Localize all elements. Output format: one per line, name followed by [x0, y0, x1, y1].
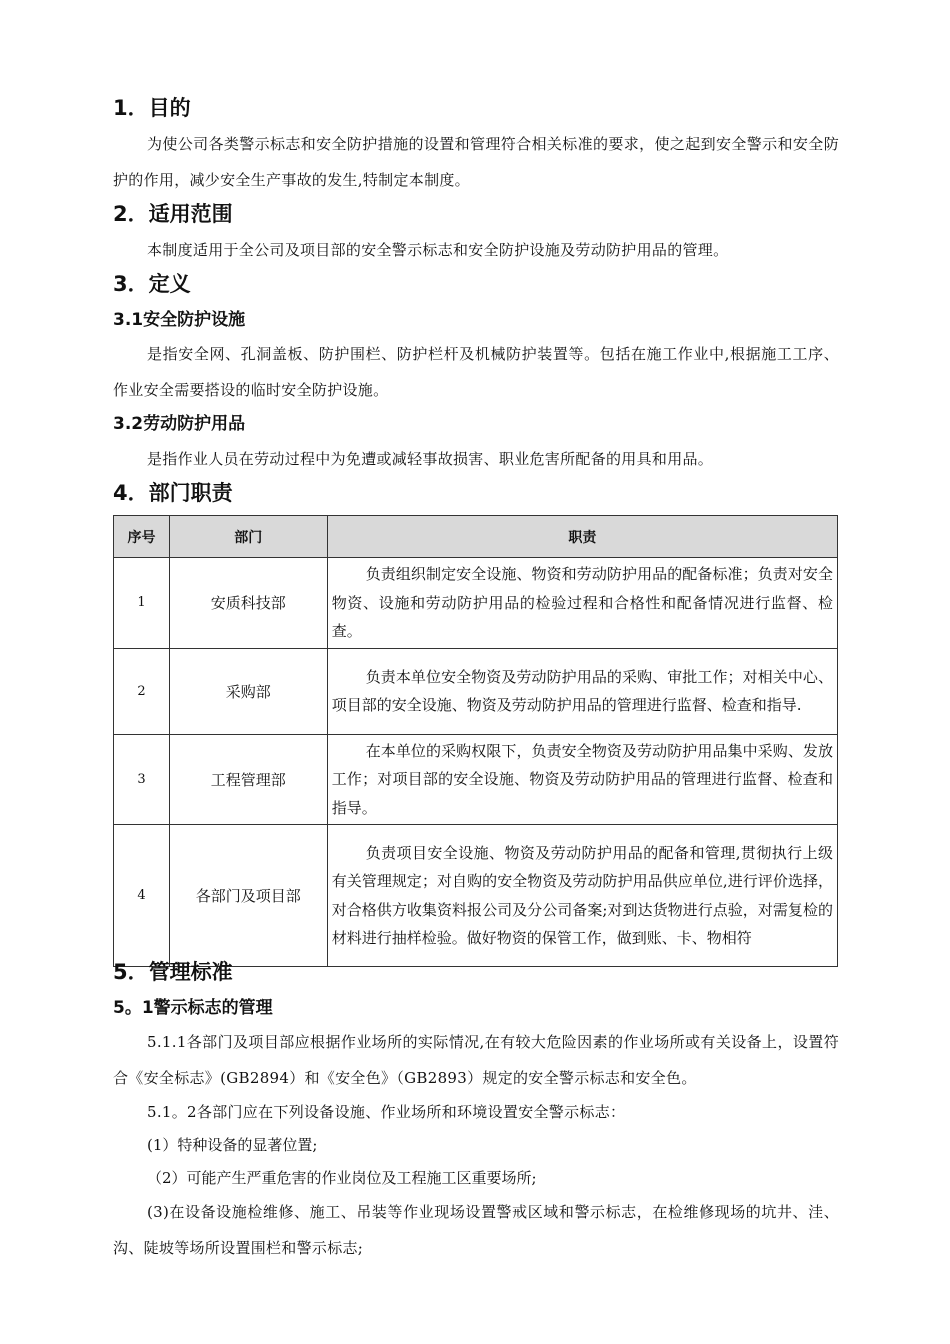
section-1-paragraph: 为使公司各类警示标志和安全防护措施的设置和管理符合相关标准的要求，使之起到安全警示和安全防护的作用，减少安全生产事故的发生,特制定本制度。 [113, 135, 839, 189]
section-2-heading: 2．适用范围 [113, 202, 233, 226]
section-3-1-heading: 3.1安全防护设施 [113, 310, 246, 330]
list-item-3: (3)在设备设施检维修、施工、吊装等作业现场设置警戒区域和警示标志，在检维修现场的坑井、洼、沟、陡坡等场所设置围栏和警示标志; [113, 1203, 839, 1257]
table-header-row [114, 516, 838, 558]
table-row [114, 825, 838, 967]
row-department: 各部门及项目部 [169, 825, 327, 967]
section-3-heading: 3．定义 [113, 272, 191, 296]
header-duty: 职责 [327, 516, 837, 558]
header-no: 序号 [114, 516, 170, 558]
row-department: 安质科技部 [169, 558, 327, 649]
row-duty: 负责组织制定安全设施、物资和劳动防护用品的配备标准；负责对安全物资、设施和劳动防护用品的检验过程和合格性和配备情况进行监督、检查。 [327, 558, 837, 649]
section-5-heading: 5．管理标准 [113, 960, 233, 984]
row-no: 1 [114, 558, 170, 649]
section-3-1-paragraph: 是指安全网、孔洞盖板、防护围栏、防护栏杆及机械防护装置等。包括在施工作业中,根据施工工序、作业安全需要搭设的临时安全防护设施。 [113, 345, 839, 399]
row-duty: 负责本单位安全物资及劳动防护用品的采购、审批工作；对相关中心、项目部的安全设施、物资及劳动防护用品的管理进行监督、检查和指导. [327, 648, 837, 734]
list-item-1: (1）特种设备的显著位置; [147, 1136, 318, 1154]
section-1-heading: 1．目的 [113, 96, 191, 120]
table-row [114, 558, 838, 649]
row-no: 3 [114, 734, 170, 825]
department-duty-table [113, 515, 838, 967]
table-row [114, 734, 838, 825]
section-3-2-heading: 3.2劳动防护用品 [113, 414, 246, 434]
row-no: 4 [114, 825, 170, 967]
row-duty: 负责项目安全设施、物资及劳动防护用品的配备和管理,贯彻执行上级有关管理规定；对自购的安全物资及劳动防护用品供应单位,进行评价选择，对合格供方收集资料报公司及分公司备案;对到达货物进行点验，对需复检的材料进行抽样检验。做好物资的保管工作，做到账、卡、物相符 [327, 825, 837, 967]
section-5-1-1-paragraph: 5.1.1各部门及项目部应根据作业场所的实际情况,在有较大危险因素的作业场所或有关设备上，设置符合《安全标志》(GB2894）和《安全色》（GB2893）规定的安全警示标志和安全色。 [113, 1033, 839, 1087]
header-department: 部门 [169, 516, 327, 558]
row-duty: 在本单位的采购权限下，负责安全物资及劳动防护用品集中采购、发放工作；对项目部的安全设施、物资及劳动防护用品的管理进行监督、检查和指导。 [327, 734, 837, 825]
section-5-1-2-paragraph: 5.1。2各部门应在下列设备设施、作业场所和环境设置安全警示标志： [147, 1103, 626, 1121]
section-5-1-heading: 5。1警示标志的管理 [113, 998, 273, 1018]
row-department: 采购部 [169, 648, 327, 734]
row-no: 2 [114, 648, 170, 734]
section-4-heading: 4．部门职责 [113, 481, 233, 505]
section-2-paragraph: 本制度适用于全公司及项目部的安全警示标志和安全防护设施及劳动防护用品的管理。 [147, 241, 729, 259]
section-3-2-paragraph: 是指作业人员在劳动过程中为免遭或减轻事故损害、职业危害所配备的用具和用品。 [147, 450, 714, 468]
list-item-2: （2）可能产生严重危害的作业岗位及工程施工区重要场所; [147, 1169, 537, 1187]
table-row [114, 648, 838, 734]
row-department: 工程管理部 [169, 734, 327, 825]
